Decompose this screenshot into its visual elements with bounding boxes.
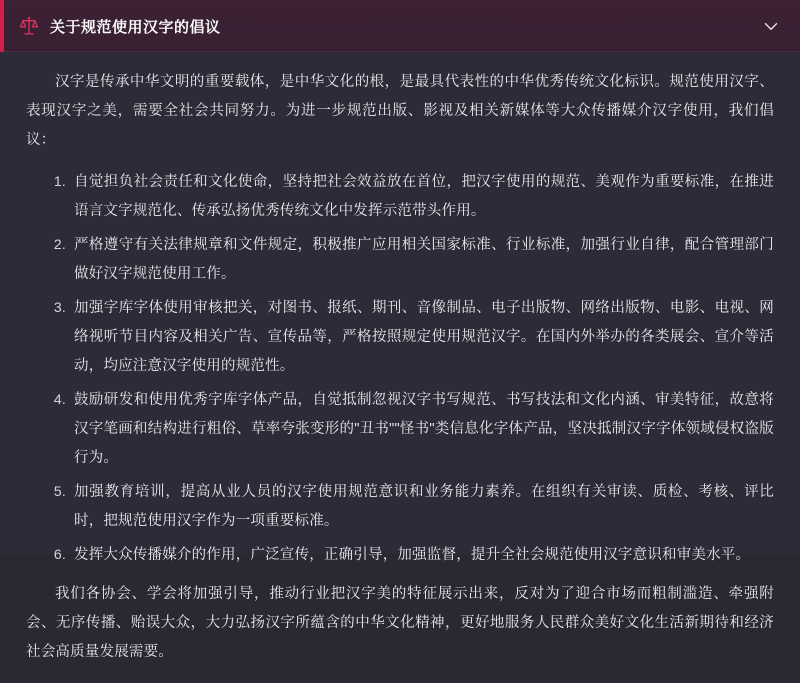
list-item: 4. 鼓励研发和使用优秀字库字体产品，自觉抵制忽视汉字书写规范、书写技法和文化内涵、审美特征，故意将汉字笔画和结构进行粗俗、草率夸张变形的"丑书""怪书"类信息化字体产品，坚决抵制汉字字体领域侵权盗版行为。 bbox=[70, 385, 774, 473]
intro-paragraph: 汉字是传承中华文明的重要载体，是中华文化的根，是最具代表性的中华优秀传统文化标识。规范使用汉字、表现汉字之美，需要全社会共同努力。为进一步规范出版、影视及相关新媒体等大众传播媒介汉字使用，我们倡议： bbox=[26, 74, 774, 148]
balance-scale-icon bbox=[18, 15, 40, 37]
proposal-list bbox=[26, 167, 774, 570]
list-item: 3. 加强字库字体使用审核把关，对图书、报纸、期刊、音像制品、电子出版物、网络出版物、电影、电视、网络视听节目内容及相关广告、宣传品等，严格按照规定使用规范汉字。在国内外举办的各类展会、宣介等活动，均应注意汉字使用的规范性。 bbox=[70, 293, 774, 381]
document-body bbox=[0, 52, 800, 683]
list-item: 5. 加强教育培训，提高从业人员的汉字使用规范意识和业务能力素养。在组织有关审读、质检、考核、评比时，把规范使用汉字作为一项重要标准。 bbox=[70, 477, 774, 536]
chevron-down-icon[interactable] bbox=[760, 15, 782, 37]
page-title: 关于规范使用汉字的倡议 bbox=[50, 18, 221, 36]
list-item: 2. 严格遵守有关法律规章和文件规定，积极推广应用相关国家标准、行业标准，加强行业自律，配合管理部门做好汉字规范使用工作。 bbox=[70, 230, 774, 289]
conclusion-paragraph: 我们各协会、学会将加强引导，推动行业把汉字美的特征展示出来，反对为了迎合市场而粗制滥造、牵强附会、无序传播、贻误大众，大力弘扬汉字所蕴含的中华文化精神，更好地服务人民群众美好文化生活新期待和经济社会高质量发展需要。 bbox=[26, 586, 774, 660]
list-item: 1. 自觉担负社会责任和文化使命，坚持把社会效益放在首位，把汉字使用的规范、美观作为重要标准，在推进语言文字规范化、传承弘扬优秀传统文化中发挥示范带头作用。 bbox=[70, 167, 774, 226]
list-item: 6. 发挥大众传播媒介的作用，广泛宣传，正确引导，加强监督，提升全社会规范使用汉字意识和审美水平。 bbox=[70, 540, 774, 570]
document-header[interactable] bbox=[0, 0, 800, 52]
